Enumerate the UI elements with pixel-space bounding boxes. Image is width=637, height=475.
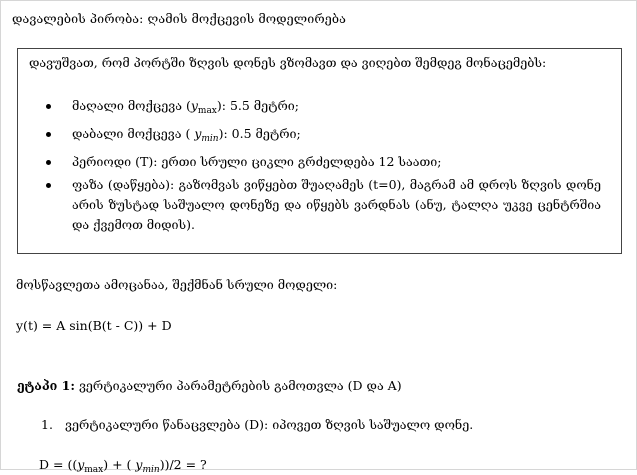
box-intro-text: დავუშვათ, რომ პორტში ზღვის დონეს ვზომავთ და ვიღებთ შემდეგ მონაცემებს:	[29, 55, 547, 70]
mean-level-formula: $D = ((y_{max})$ + ( $y_{min}))/2$ = ?	[39, 457, 207, 475]
data-box	[17, 48, 622, 254]
step-item	[41, 417, 473, 432]
bullet-icon	[46, 104, 51, 109]
list-item-low-tide: დაბალი მოქცევა ( $y_{min}$): 0.5 მეტრი;	[46, 124, 601, 149]
stage-text: ვერტიკალური პარამეტრების გამოთვლა (D და A)	[74, 378, 402, 393]
list-item-high-tide: მაღალი მოქცევა $(y_{max})$: 5.5 მეტრი;	[46, 96, 601, 121]
bullet-icon	[46, 132, 51, 137]
stage-heading	[17, 378, 402, 393]
stage-label: ეტაპი 1:	[17, 378, 75, 393]
measurement-list	[46, 96, 601, 238]
task-title: დავალების პირობა: ღამის მოქცევის მოდელირება	[12, 11, 346, 26]
bullet-icon	[46, 183, 51, 188]
bullet-icon	[46, 160, 51, 165]
step-text: ვერტიკალური წანაცვლება (D): იპოვეთ ზღვის საშუალო დონე.	[65, 417, 474, 432]
task-line: მოსწავლეთა ამოცანაა, შექმნან სრული მოდელი:	[16, 277, 338, 292]
model-formula: y(t) = A sin(B(t - C)) + D	[16, 318, 172, 333]
step-number: 1.	[41, 417, 53, 432]
list-item-phase: ფაზა (დაწყება): გაზომვას ვიწყებთ შუაღამეს (t=0), მაგრამ ამ დროს ზღვის დონე არის ზუსტად საშუალო დონეზე და იწყებს ვარდნას (ანუ, ტალღა უკვე ცენტრშია და ქვემოთ მიდის).	[46, 175, 601, 235]
list-item-period: პერიოდი (T): ერთი სრული ციკლი გრძელდება 12 საათი;	[46, 152, 601, 172]
